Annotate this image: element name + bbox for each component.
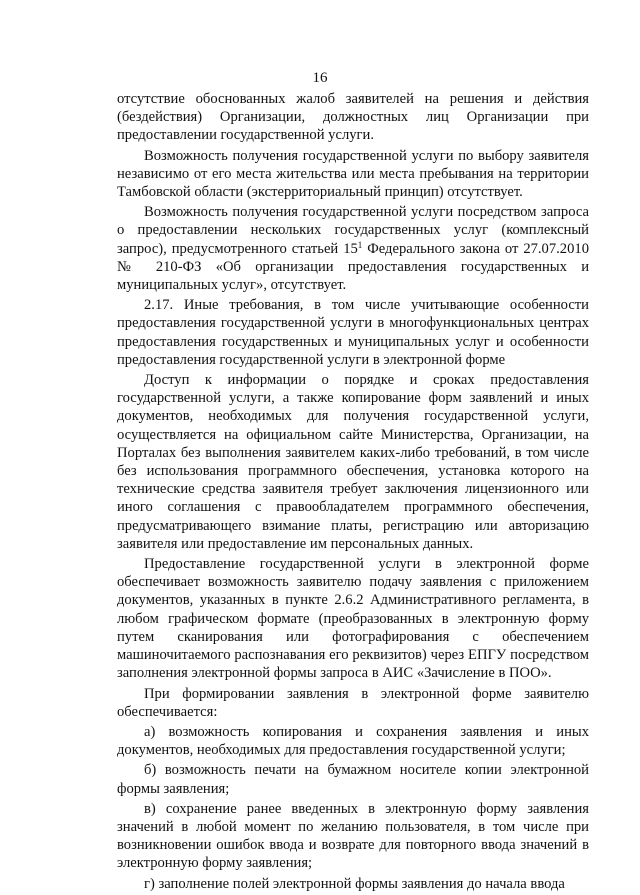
section-heading-2-17: 2.17. Иные требования, в том числе учитывающие особенности предоставления государственной услуги в многофункциональных центрах предоставления государственных и муниципальных услуг и особенности предоставления государственной услуги в электронной форме <box>117 297 589 368</box>
paragraph-complaints: отсутствие обоснованных жалоб заявителей на решения и действия (бездействия) Организации, должностных лиц Организации при предоставлении государственной услуги. <box>117 91 589 144</box>
document-body <box>117 90 589 895</box>
list-item-b: б) возможность печати на бумажном носителе копии электронной формы заявления; <box>117 762 589 797</box>
list-item-v: в) сохранение ранее введенных в электронную форму заявления значений в любой момент по желанию пользователя, в том числе при возникновении ошибок ввода и возврате для повторного ввода значений в электронную форму заявления; <box>117 800 589 872</box>
paragraph-electronic-form: Предоставление государственной услуги в электронной форме обеспечивает возможность заявителю подачу заявления с приложением документов, указанных в пункте 2.6.2 Административного регламента, в любом графическом формате (преобразованных в электронную форму путем сканирования или фотографирования с обеспечением машиночитаемого распознавания его реквизитов) через ЕПГУ посредством заполнения электронной формы запроса в АИС «Зачисление в ПОО». <box>117 556 589 682</box>
page-number: 16 <box>312 70 328 86</box>
complex-request-text-after: Федерального закона от 27.07.2010 № 210-ФЗ «Об организации предоставления государственных и муниципальных услуг», отсутствует. <box>117 240 589 294</box>
paragraph-extraterritorial: Возможность получения государственной услуги по выбору заявителя независимо от его места жительства или места пребывания на территории Тамбовской области (экстерриториальный принцип) отсутствует. <box>117 147 589 201</box>
list-item-g: г) заполнение полей электронной формы заявления до начала ввода <box>144 875 565 892</box>
paragraph-forming-request: При формировании заявления в электронной форме заявителю обеспечивается: <box>117 685 589 720</box>
paragraph-access-info: Доступ к информации о порядке и сроках предоставления государственной услуги, а также копирование форм заявлений и иных документов, необходимых для получения государственной услуги, осуществляется на официальном сайте Министерства, Организации, на Порталах без выполнения заявителем каких-либо требований, в том числе без использования программного обеспечения, установка которого на технические средства заявителя требует заключения лицензионного или иного соглашения с правообладателем программного обеспечения, предусматривающего взимание платы, регистрацию или авторизацию заявителя или предоставление им персональных данных. <box>117 372 589 552</box>
paragraph-complex-request <box>117 203 589 294</box>
superscript-article: 1 <box>357 239 363 250</box>
list-item-a: а) возможность копирования и сохранения заявления и иных документов, необходимых для предоставления государственной услуги; <box>117 723 589 759</box>
complex-request-text-before: Возможность получения государственной услуги посредством запроса о предоставлении нескольких государственных услуг (комплексный запрос), предусмотренного статьей 15 <box>117 204 589 257</box>
